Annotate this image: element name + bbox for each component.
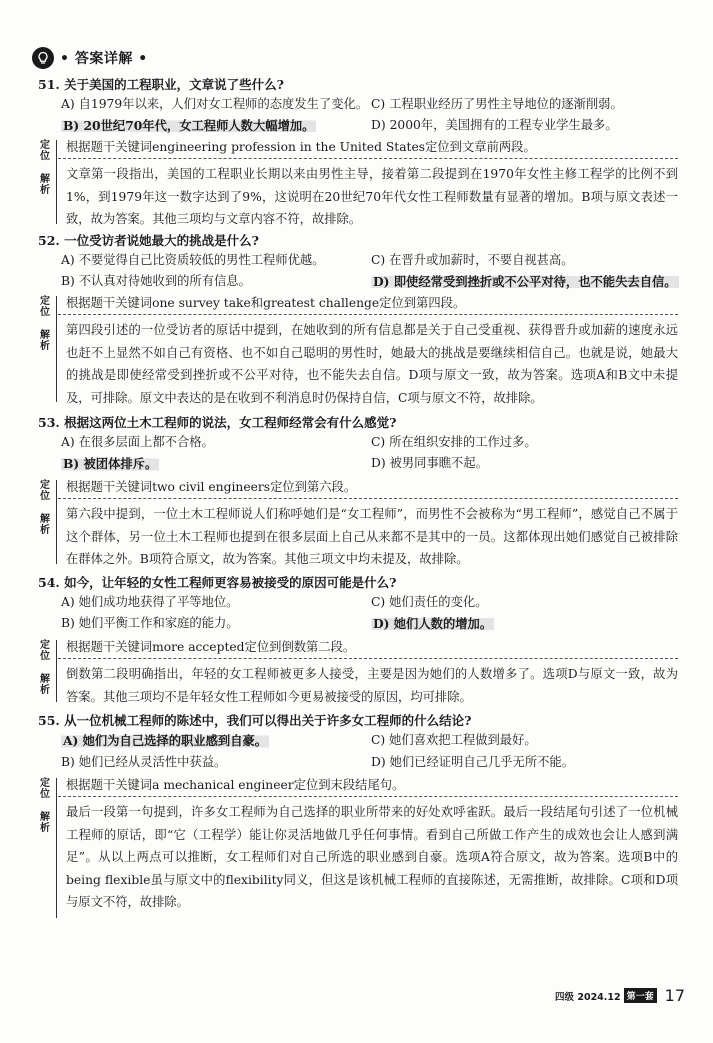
- option-c: C) 在晋升或加薪时，不要自视甚高。: [371, 253, 574, 267]
- analysis-text: 第四段引述的一位受访者的原话中提到，在她收到的所有信息都是关于自己受重视、获得晋升或加薪的速度永远也赶不上显然不如自己有资格、也不如自己聪明的男性时，她最大的挑战是要继续相信自己。也就是说，她最大的挑战是即使经常受到挫折或不公平对待，也不能失去自信。D项与原文一致，故为答案。选项A和B文中未提及，可排除。原文中表达的是在收到不利消息时仍保持自信，C项与原文不符，故排除。: [66, 323, 678, 405]
- option-b: B) 她们平衡工作和家庭的能力。: [61, 616, 239, 630]
- option-a: A) 在很多层面上都不合格。: [61, 435, 214, 449]
- explanation-54: [38, 634, 678, 708]
- explanation-55: [38, 772, 678, 922]
- analysis-text: 最后一段第一句提到，许多女工程师为自己选择的职业所带来的好处欢呼雀跃。最后一段结尾句引述了一位机械工程师的原话，即“它（工程学）能让你灵活地做几乎任何事情。看到自己所做工作产生的成效也会让人感到满足”。从以上两点可以推断，女工程师们对自己所选的职业感到自豪。选项A符合原文，故为答案。选项B中的being flexible虽与原文中的flexibility同义，但这是该机械工程师的直接陈述，无需推断，故排除。C项和D项与原文不符，故排除。: [66, 805, 678, 909]
- option-b-answer: B) 被团体排斥。: [63, 456, 158, 471]
- option-b-answer: B) 20世纪70年代，女工程师人数大幅增加。: [63, 118, 315, 133]
- analyze-tag: 解析: [40, 812, 50, 834]
- section-header: [32, 46, 148, 70]
- issue-badge: 第一套: [624, 988, 657, 1003]
- question-54: [38, 574, 678, 635]
- question-title: 52. 一位受访者说她最大的挑战是什么?: [38, 233, 259, 248]
- analysis-text: 文章第一段指出，美国的工程职业长期以来由男性主导，接着第二段提到在1970年女性主修工程学的比例不到1%，到1979年这一数字达到了9%，这说明在20世纪70年代女性工程师数量有显著的增加。B项与原文表述一致，故为答案。其他三项均与文章内容不符，故排除。: [66, 167, 678, 226]
- analyze-tag: 解析: [40, 674, 50, 696]
- locate-tag: 定位: [40, 480, 50, 502]
- exam-date: 四级 2024.12: [555, 991, 621, 1003]
- locate-text: 根据题干关键词one survey take和greatest challenge定位到第四段。: [66, 296, 466, 310]
- question-title: 54. 如今，让年轻的女性工程师更容易被接受的原因可能是什么?: [38, 575, 397, 590]
- question-53: [38, 414, 678, 475]
- option-d: D) 被男同事瞧不起。: [371, 456, 488, 470]
- locate-text: 根据题干关键词engineering profession in the United States定位到文章前两段。: [66, 140, 536, 154]
- explanation-52: [38, 290, 678, 408]
- option-d-answer: D) 她们人数的增加。: [373, 616, 493, 631]
- question-title: 53. 根据这两位土木工程师的说法，女工程师经常会有什么感觉?: [38, 415, 397, 430]
- option-d-answer: D) 即使经常受到挫折或不公平对待，也不能失去自信。: [373, 274, 677, 289]
- lightbulb-icon: [32, 47, 54, 69]
- question-title: 51. 关于美国的工程职业，文章说了些什么?: [38, 77, 284, 92]
- option-a-answer: A) 她们为自己选择的职业感到自豪。: [63, 733, 268, 748]
- option-a: A) 不要觉得自己比资质较低的男性工程师优越。: [61, 253, 325, 267]
- locate-text: 根据题干关键词more accepted定位到倒数第二段。: [66, 640, 356, 654]
- page-footer: [555, 986, 685, 1005]
- page-number: 17: [664, 986, 685, 1005]
- option-d: D) 她们已经证明自己几乎无所不能。: [371, 755, 575, 769]
- analyze-tag: 解析: [40, 330, 50, 352]
- option-c: C) 所在组织安排的工作过多。: [371, 435, 537, 449]
- analysis-text: 倒数第二段明确指出，年轻的女工程师被更多人接受，主要是因为她们的人数增多了。选项D与原文一致，故为答案。其他三项均不是年轻女性工程师如今更易被接受的原因，均可排除。: [66, 667, 678, 704]
- option-b: B) 她们已经从灵活性中获益。: [61, 755, 227, 769]
- locate-tag: 定位: [40, 296, 50, 318]
- question-title: 55. 从一位机械工程师的陈述中，我们可以得出关于许多女工程师的什么结论?: [38, 713, 472, 728]
- locate-text: 根据题干关键词two civil engineers定位到第六段。: [66, 480, 357, 494]
- locate-tag: 定位: [40, 140, 50, 162]
- option-c: C) 工程职业经历了男性主导地位的逐渐削弱。: [371, 97, 623, 111]
- explanation-53: [38, 474, 678, 570]
- option-c: C) 她们喜欢把工程做到最好。: [371, 733, 537, 747]
- question-55: [38, 712, 678, 773]
- locate-tag: 定位: [40, 778, 50, 800]
- section-title: • 答案详解 •: [60, 51, 148, 67]
- locate-tag: 定位: [40, 640, 50, 662]
- question-52: [38, 232, 678, 293]
- analysis-text: 第六段中提到，一位土木工程师说人们称呼她们是“女工程师”，而男性不会被称为“男工程师”，感觉自己不属于这个群体，另一位土木工程师也提到在很多层面上自己从来都不是其中的一员。这都体现出她们感觉自己被排除在群体之外。B项符合原文，故为答案。其他三项文中均未提及，故排除。: [66, 507, 678, 566]
- analyze-tag: 解析: [40, 174, 50, 196]
- option-b: B) 不认真对待她收到的所有信息。: [61, 274, 251, 288]
- question-51: [38, 76, 678, 137]
- analyze-tag: 解析: [40, 514, 50, 536]
- locate-text: 根据题干关键词a mechanical engineer定位到末段结尾句。: [66, 778, 405, 792]
- explanation-51: [38, 134, 678, 230]
- option-c: C) 她们责任的变化。: [371, 595, 488, 609]
- option-a: A) 自1979年以来，人们对女工程师的态度发生了变化。: [61, 97, 369, 111]
- option-a: A) 她们成功地获得了平等地位。: [61, 595, 239, 609]
- option-d: D) 2000年，美国拥有的工程专业学生最多。: [371, 118, 618, 132]
